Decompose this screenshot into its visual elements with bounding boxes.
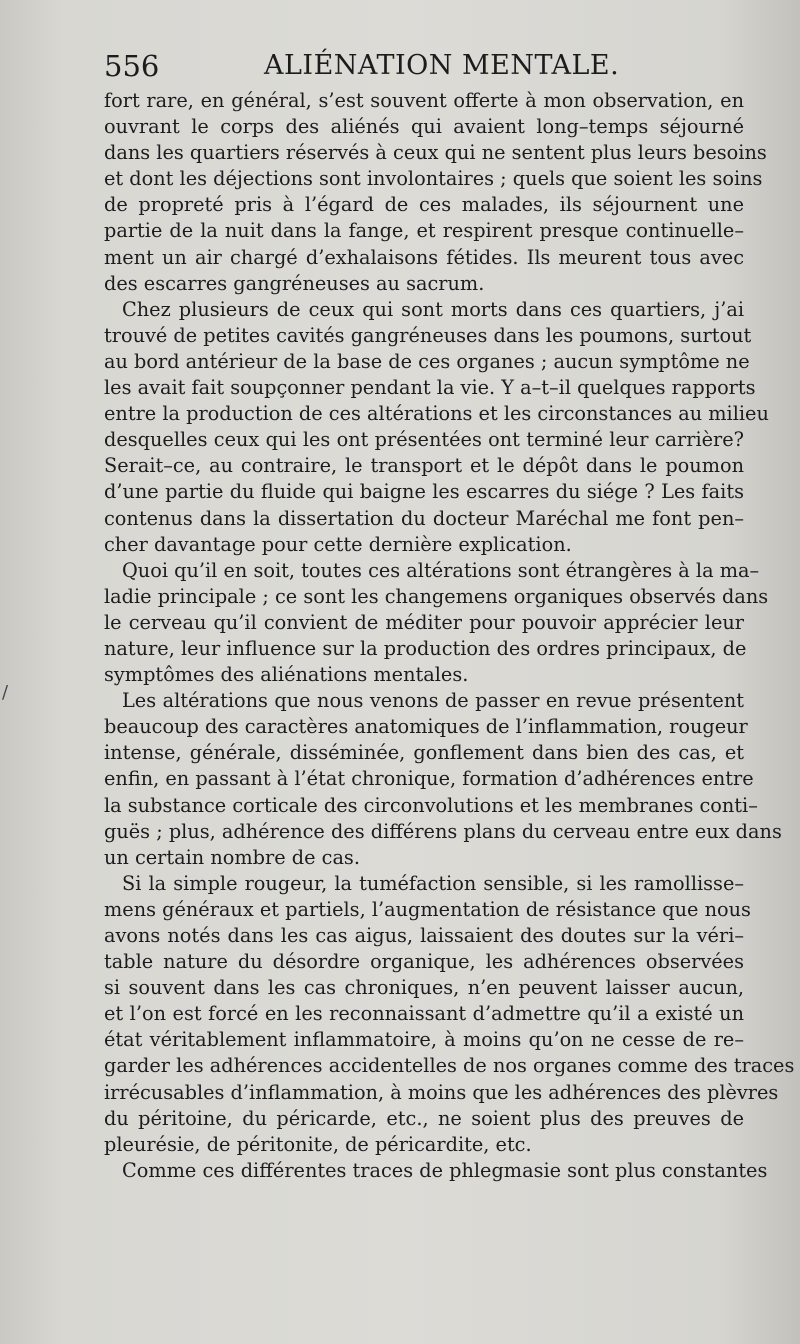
text-line: nature, leur influence sur la production des ordres principaux, de — [104, 636, 747, 660]
margin-mark: / — [2, 682, 9, 703]
body-text — [104, 88, 795, 1184]
text-line: garder les adhérences accidentelles de nos organes comme des traces — [104, 1054, 795, 1078]
text-line: le cerveau qu’il convient de méditer pour pouvoir apprécier leur — [104, 610, 744, 634]
text-line: ouvrant le corps des aliénés qui avaient long–temps séjourné — [104, 115, 744, 139]
text-line: partie de la nuit dans la fange, et respirent presque continuelle– — [104, 219, 744, 243]
text-line: beaucoup des caractères anatomiques de l’inflammation, rougeur — [104, 715, 748, 739]
text-line: les avait fait soupçonner pendant la vie. Y a–t–il quelques rapports — [104, 376, 756, 400]
text-line: irrécusables d’inflammation, à moins que les adhérences des plèvres — [104, 1080, 779, 1104]
text-line: entre la production de ces altérations et les circonstances au milieu — [104, 402, 769, 426]
running-title: ALIÉNATION MENTALE. — [264, 50, 620, 81]
text-line: dans les quartiers réservés à ceux qui ne sentent plus leurs besoins — [104, 141, 767, 165]
text-line: Les altérations que nous venons de passer en revue présentent — [122, 689, 744, 713]
text-line: de propreté pris à l’égard de ces malades, ils séjournent une — [104, 193, 744, 217]
text-line: symptômes des aliénations mentales. — [104, 663, 469, 687]
text-line: enfin, en passant à l’état chronique, formation d’adhérences entre — [104, 767, 754, 791]
text-line: Serait–ce, au contraire, le transport et le dépôt dans le poumon — [104, 454, 744, 478]
text-line: table nature du désordre organique, les adhérences observées — [104, 950, 744, 974]
text-line: trouvé de petites cavités gangréneuses dans les poumons, surtout — [104, 323, 752, 347]
text-line: ladie principale ; ce sont les changemens organiques observés dans — [104, 584, 769, 608]
text-line: du péritoine, du péricarde, etc., ne soient plus des preuves de — [104, 1106, 744, 1130]
text-line: et dont les déjections sont involontaires ; quels que soient les soins — [104, 167, 763, 191]
text-line: Chez plusieurs de ceux qui sont morts dans ces quartiers, j’ai — [122, 297, 744, 321]
text-line: d’une partie du fluide qui baigne les escarres du siége ? Les faits — [104, 480, 744, 504]
text-line: contenus dans la dissertation du docteur Maréchal me font pen– — [104, 506, 744, 530]
text-line: un certain nombre de cas. — [104, 845, 360, 869]
text-line: état véritablement inflammatoire, à moins qu’on ne cesse de re– — [104, 1028, 744, 1052]
text-line: pleurésie, de péritonite, de péricardite, etc. — [104, 1132, 532, 1156]
text-line: avons notés dans les cas aigus, laissaient des doutes sur la véri– — [104, 924, 744, 947]
text-line: mens généraux et partiels, l’augmentation de résistance que nous — [104, 897, 751, 921]
text-line: Comme ces différentes traces de phlegmasie sont plus constantes — [122, 1158, 768, 1182]
text-line: la substance corticale des circonvolutions et les membranes conti– — [104, 793, 758, 817]
text-line: cher davantage pour cette dernière explication. — [104, 532, 572, 556]
text-line: Si la simple rougeur, la tuméfaction sensible, si les ramollisse– — [122, 871, 744, 895]
text-line: ment un air chargé d’exhalaisons fétides. Ils meurent tous avec — [104, 245, 744, 269]
text-line: et l’on est forcé en les reconnaissant d’admettre qu’il a existé un — [104, 1002, 744, 1026]
page-header — [104, 46, 744, 86]
text-line: des escarres gangréneuses au sacrum. — [104, 271, 485, 295]
text-line: intense, générale, disséminée, gonflement dans bien des cas, et — [104, 741, 744, 765]
page-number: 556 — [104, 49, 160, 83]
text-line: fort rare, en général, s’est souvent offerte à mon observation, en — [104, 89, 744, 112]
text-line: desquelles ceux qui les ont présentées ont terminé leur carrière? — [104, 428, 744, 452]
text-line: si souvent dans les cas chroniques, n’en peuvent laisser aucun, — [104, 976, 744, 1000]
text-line: au bord antérieur de la base de ces organes ; aucun symptôme ne — [104, 349, 750, 373]
text-line: guës ; plus, adhérence des différens plans du cerveau entre eux dans — [104, 819, 782, 843]
text-line: Quoi qu’il en soit, toutes ces altérations sont étrangères à la ma– — [122, 558, 760, 582]
